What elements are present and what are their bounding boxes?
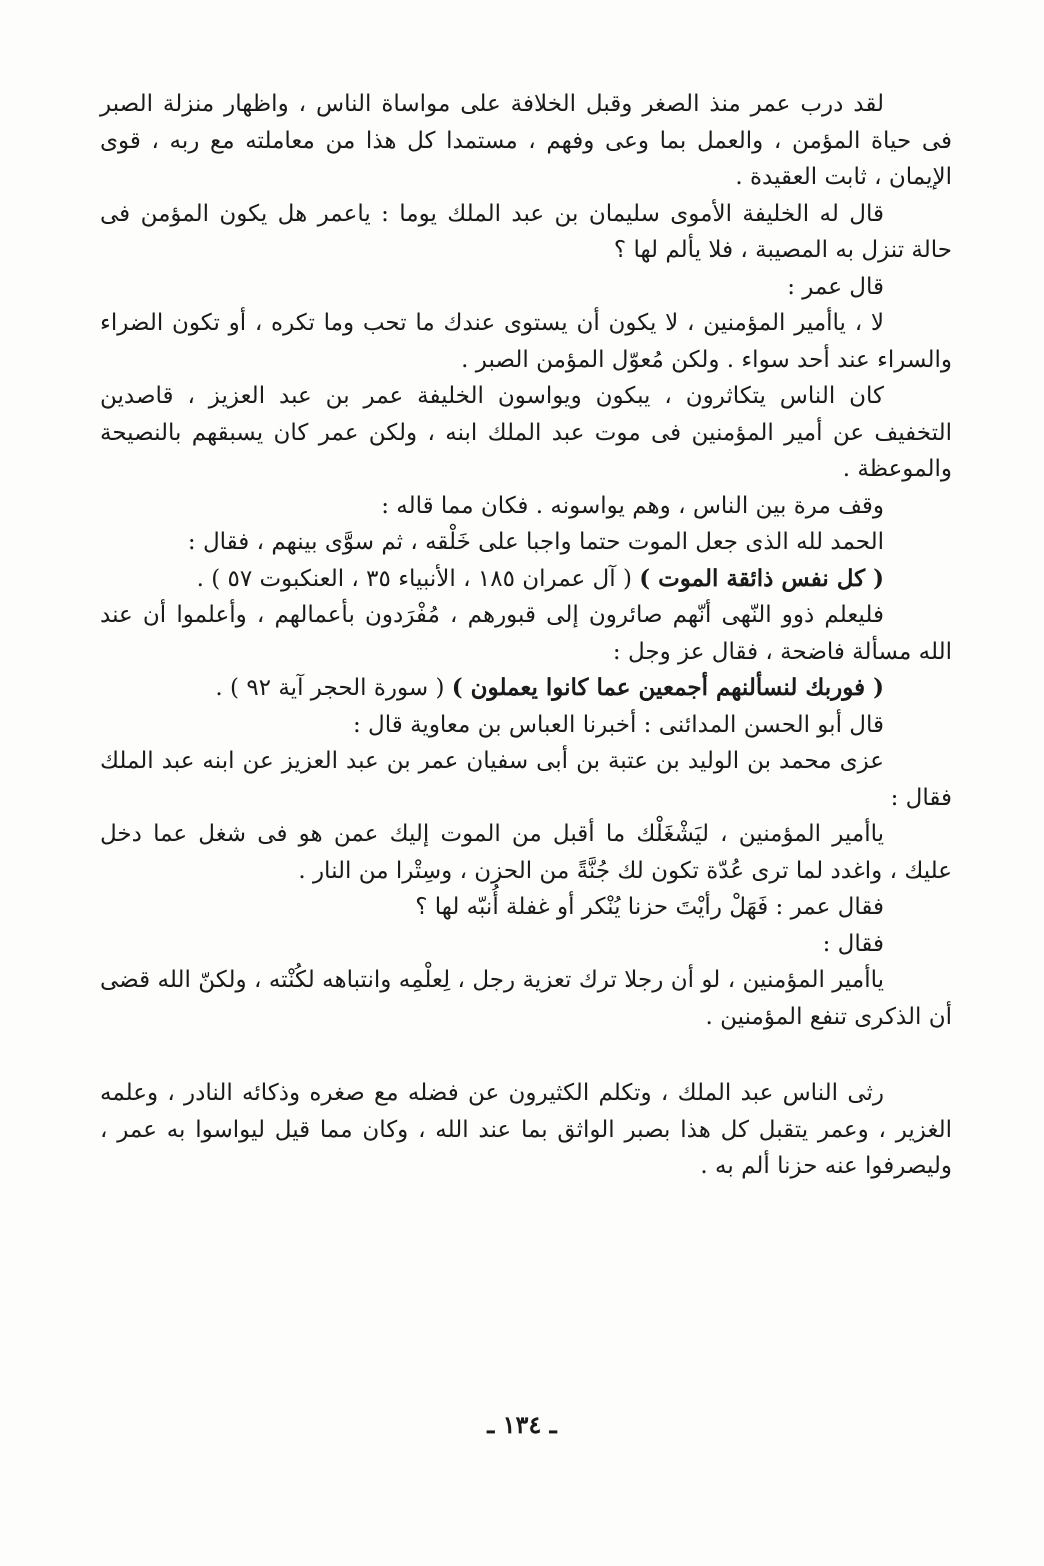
paragraph-condolence-speech: ياأمير المؤمنين ، ليَشْغَلْك ما أقبل من الموت إليك عمن هو فى شغل عما دخل عليك ، واغدد لما ترى عُدّة تكون لك جُنَّةً من الحزن ، وسِتْرا من النار . [100, 821, 952, 884]
page-number: ـ ١٣٤ ـ [487, 1410, 557, 1439]
paragraph-muhammad-condolence: عزى محمد بن الوليد بن عتبة بن أبى سفيان عمر بن عبد العزيز عن ابنه عبد الملك فقال : [100, 748, 952, 811]
page-body [100, 86, 952, 1185]
paragraph-madaini-narration: قال أبو الحسن المدائنى : أخبرنا العباس بن معاوية قال : [353, 711, 884, 738]
paragraph-people-consoling: كان الناس يتكاثرون ، يبكون ويواسون الخليفة عمر بن عبد العزيز ، قاصدين التخفيف عن أمير المؤمنين فى موت عبد الملك ابنه ، ولكن عمر كان يسبقهم بالنصيحة والموعظة . [100, 383, 952, 482]
quran-verse-2: ( فوربك لنسألنهم أجمعين عما كانوا يعملون ) [451, 674, 884, 701]
quran-verse-1-line [100, 561, 952, 598]
paragraph-omar-reply: فقال عمر : فَهَلْ رأيْتَ حزنا يُنْكر أو غفلة أُنبّه لها ؟ [415, 894, 884, 920]
section-gap [100, 1035, 952, 1075]
paragraph-omar-answer: لا ، ياأمير المؤمنين ، لا يكون أن يستوى عندك ما تحب وما تكره ، أو تكون الضراء والسراء عند أحد سواء . ولكن مُعوّل المؤمن الصبر . [100, 310, 952, 373]
quran-verse-2-line [100, 670, 952, 707]
paragraph-intro: لقد درب عمر منذ الصغر وقبل الخلافة على مواساة الناس ، واظهار منزلة الصبر فى حياة المؤمن ، والعمل بما وعى وفهم ، مستمدا كل هذا من معاملته مع ربه ، قوى الإيمان ، ثابت العقيدة . [100, 91, 952, 190]
quran-verse-2-reference: ( سورة الحجر آية ٩٢ ) . [215, 675, 445, 701]
paragraph-wise-know: فليعلم ذوو النّهى أنّهم صائرون إلى قبورهم ، مُفْرَدون بأعمالهم ، وأعلموا أن عند الله مسألة فاضحة ، فقال عز وجل : [100, 602, 952, 665]
paragraph-stood-once: وقف مرة بين الناس ، وهم يواسونه . فكان مما قاله : [381, 492, 884, 519]
paragraph-condolence-conclusion: ياأمير المؤمنين ، لو أن رجلا ترك تعزية رجل ، لِعلْمِه وانتباهه لكُنْته ، ولكنّ الله قضى أن الذكرى تنفع المؤمنين . [100, 967, 952, 1030]
paragraph-he-said: فقال : [822, 930, 884, 957]
paragraph-suleiman-question: قال له الخليفة الأموى سليمان بن عبد الملك يوما : ياعمر هل يكون المؤمن فى حالة تنزل به المصيبة ، فلا يألم لها ؟ [100, 200, 952, 263]
paragraph-praise: الحمد لله الذى جعل الموت حتما واجبا على خَلْقه ، ثم سوَّى بينهم ، فقال : [187, 529, 884, 555]
quran-verse-1: ( كل نفس ذائقة الموت ) [639, 564, 884, 592]
paragraph-people-mourned: رثى الناس عبد الملك ، وتكلم الكثيرون عن فضله مع صغره وذكائه النادر ، وعلمه الغزير ، وعمر يتقبل كل هذا بصبر الواثق بما عند الله ، وكان مما قيل ليواسوا به عمر ، وليصرفوا عنه حزنا ألم به . [100, 1080, 952, 1179]
quran-verse-1-reference: ( آل عمران ١٨٥ ، الأنبياء ٣٥ ، العنكبوت ٥٧ ) . [196, 565, 632, 592]
paragraph-omar-said: قال عمر : [787, 273, 884, 300]
